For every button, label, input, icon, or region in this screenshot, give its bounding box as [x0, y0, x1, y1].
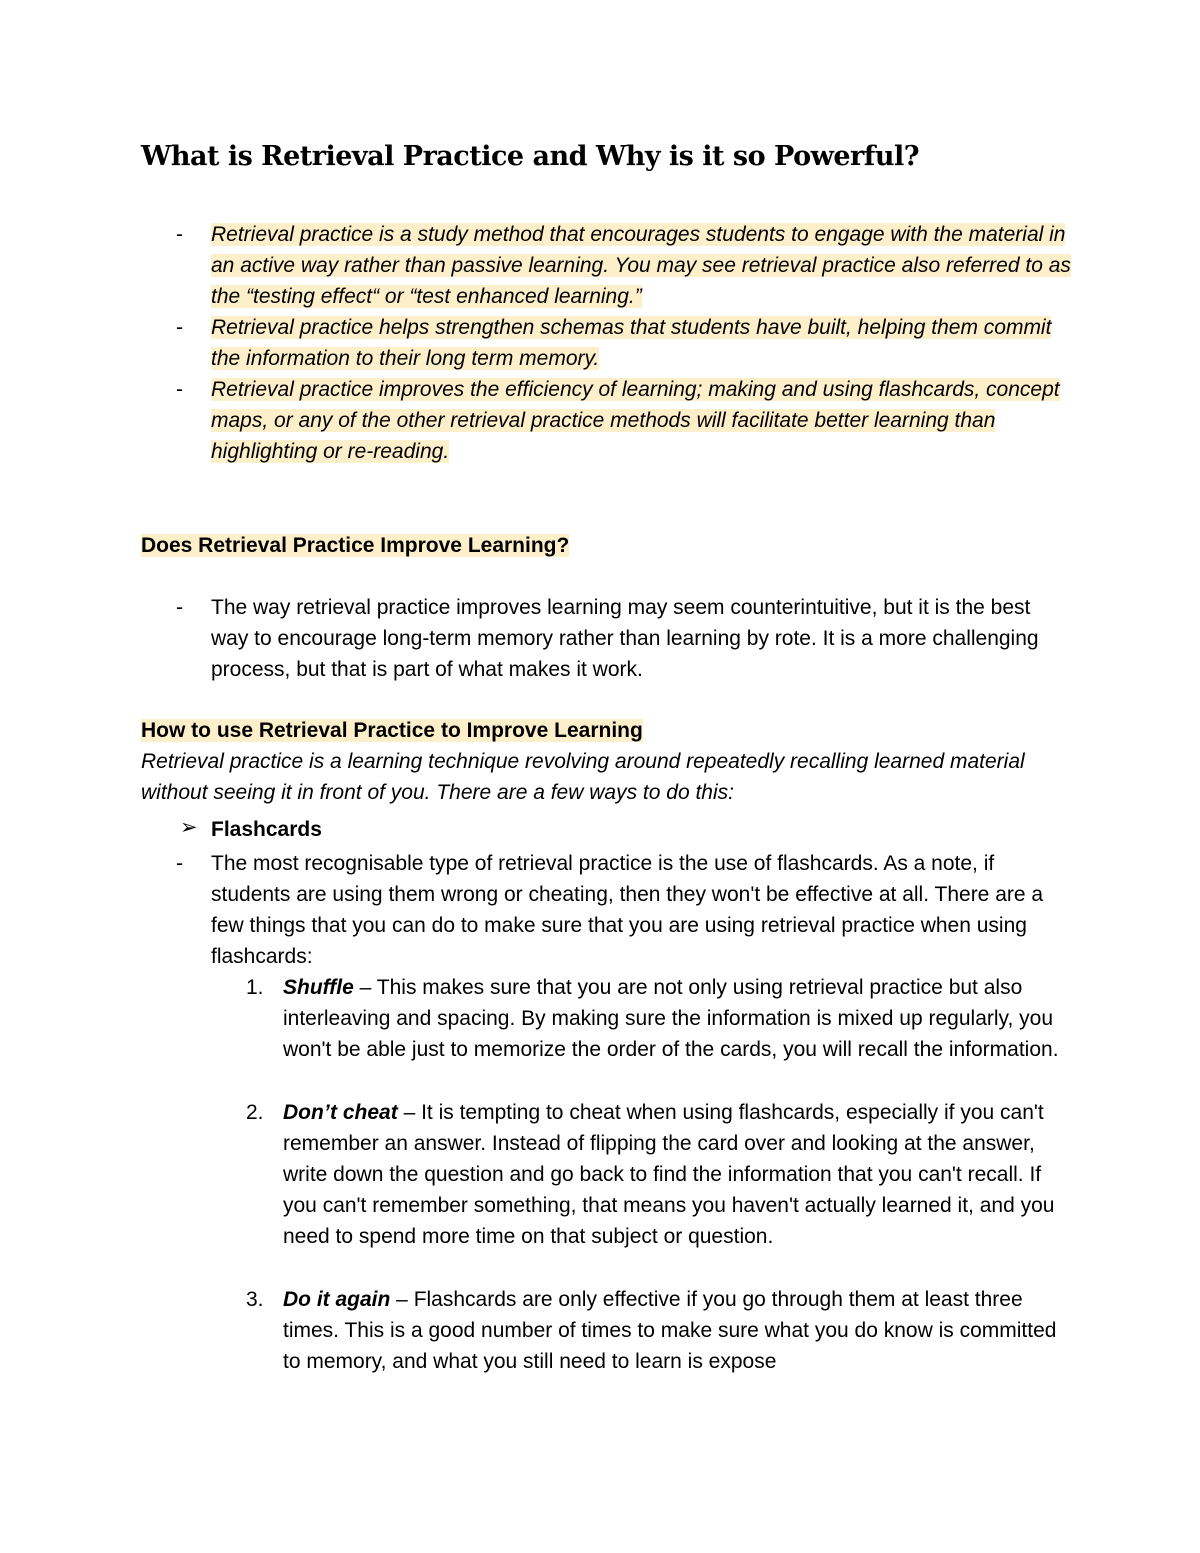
item-term: Do it again — [283, 1288, 391, 1311]
list-item — [283, 972, 1073, 1065]
highlighted-text: Retrieval practice helps strengthen schemas that students have built, helping them commit the information to their long term memory. — [211, 316, 1052, 371]
item-term: Shuffle — [283, 976, 354, 999]
page-title: What is Retrieval Practice and Why is it so Powerful? — [141, 141, 920, 172]
bullet-dash: - — [176, 852, 183, 875]
section1-bullet: The way retrieval practice improves learning may seem counterintuitive, but it is the best way to encourage long-term memory rather than learning by rote. It is a more challenging process, but that is part of what makes it work. — [211, 596, 1039, 682]
highlighted-text: Retrieval practice is a study method that encourages students to engage with the material in an active way rather than passive learning. You may see retrieval practice also referred to as the “testing effect“ or “test enhanced learning.” — [211, 223, 1071, 309]
item-text: – This makes sure that you are not only using retrieval practice but also interleaving and spacing. By making sure the information is mixed up regularly, you won't be able just to memorize the order of the cards, you will recall the information. — [283, 976, 1059, 1062]
item-text: – Flashcards are only effective if you go through them at least three times. This is a good number of times to make sure what you do know is committed to memory, and what you still need to learn is expose — [283, 1288, 1057, 1374]
flashcards-bullet: The most recognisable type of retrieval practice is the use of flashcards. As a note, if students are using them wrong or cheating, then they won't be effective at all. There are a few things that you can do to make sure that you are using retrieval practice when using flashcards: — [211, 852, 1044, 969]
section2-intro: Retrieval practice is a learning technique revolving around repeatedly recalling learned material without seeing it in front of you. There are a few ways to do this: — [141, 750, 1025, 805]
bullet-dash: - — [176, 223, 183, 246]
highlighted-heading: Does Retrieval Practice Improve Learning? — [141, 534, 570, 557]
bullet-dash: - — [176, 378, 183, 401]
section-heading-how-to — [141, 715, 643, 746]
intro-bullet-2 — [211, 312, 1071, 374]
highlighted-heading: How to use Retrieval Practice to Improve Learning — [141, 719, 643, 742]
list-item — [283, 1097, 1073, 1252]
intro-bullet-3 — [211, 374, 1071, 467]
list-item — [283, 1284, 1073, 1377]
highlighted-text: Retrieval practice improves the efficiency of learning; making and using flashcards, concept maps, or any of the other retrieval practice methods will facilitate better learning than highlighting or re-reading. — [211, 378, 1060, 464]
bullet-dash: - — [176, 316, 183, 339]
arrow-bullet-icon: ➢ — [180, 816, 198, 839]
list-number: 2. — [246, 1101, 264, 1124]
item-text: – It is tempting to cheat when using flashcards, especially if you can't remember an answer. Instead of flipping the card over and looking at the answer, write down the question and go back to find the information that you can't recall. If you can't remember something, that means you haven't actually learned it, and you need to spend more time on that subject or question. — [283, 1101, 1055, 1249]
flashcards-subheading: Flashcards — [211, 818, 322, 841]
item-term: Don’t cheat — [283, 1101, 398, 1124]
section-heading-improve — [141, 530, 569, 561]
list-number: 3. — [246, 1288, 264, 1311]
list-number: 1. — [246, 976, 264, 999]
bullet-dash: - — [176, 596, 183, 619]
intro-bullet-1 — [211, 219, 1071, 312]
